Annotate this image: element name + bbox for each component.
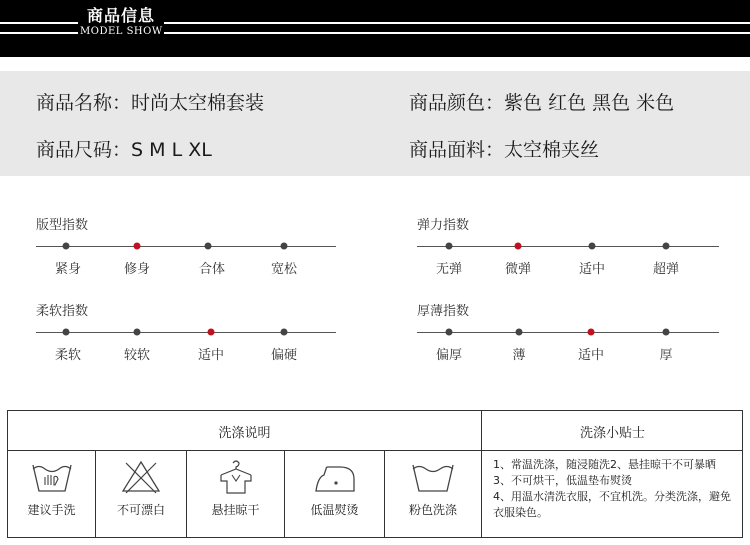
product-fabric-value: 太空棉夹丝 [504, 139, 600, 161]
wash-tips [493, 457, 738, 521]
product-size-value: S M L XL [131, 139, 212, 161]
wash-item-label: 不可漂白 [116, 503, 165, 517]
wash-item [285, 451, 384, 538]
low-iron-icon [285, 457, 384, 497]
wash-item [187, 451, 284, 538]
scale-label: 适中 [577, 348, 605, 363]
header-rule-left-top [0, 22, 78, 24]
scale-dot [515, 243, 522, 250]
scale-line [36, 246, 336, 247]
scale-dot [63, 329, 70, 336]
header-title-en: MODEL SHOW [80, 26, 163, 37]
scale-dot [281, 329, 288, 336]
scale-label: 柔软 [54, 348, 82, 363]
product-color-label: 商品颜色 [409, 92, 486, 114]
scale-label: 修身 [123, 262, 151, 277]
scale-label: 宽松 [270, 262, 298, 277]
wash-item [8, 451, 95, 538]
scale-line [417, 332, 719, 333]
scale-line [36, 332, 336, 333]
product-size [36, 135, 212, 162]
scale-dot [208, 329, 215, 336]
product-name-value: 时尚太空棉套装 [131, 92, 265, 114]
scale-dot [589, 243, 596, 250]
scale-title: 弹力指数 [417, 218, 470, 233]
colon: ： [485, 92, 505, 114]
header-rule-right-top [164, 22, 750, 24]
scale-label: 较软 [123, 348, 151, 363]
wash-item-label: 低温熨烫 [310, 503, 359, 517]
product-name-label: 商品名称 [36, 92, 113, 114]
header-rule-left-bottom [0, 32, 78, 34]
scale-label: 无弹 [435, 262, 463, 277]
colon: ： [112, 139, 132, 161]
scale-label: 偏硬 [270, 348, 298, 363]
header-title-cn: 商品信息 [87, 6, 156, 25]
scale-dot [663, 329, 670, 336]
wash-item [385, 451, 481, 538]
product-size-label: 商品尺码 [36, 139, 113, 161]
scale-label: 紧身 [54, 262, 82, 277]
scale-title: 版型指数 [36, 218, 89, 233]
scale-label: 超弹 [652, 262, 680, 277]
wash-tips-header: 洗涤小贴士 [579, 426, 645, 441]
wash-item-label: 粉色洗涤 [408, 503, 457, 517]
wash-item [96, 451, 186, 538]
scale-dot [134, 329, 141, 336]
scale-dot [446, 329, 453, 336]
wash-item-label: 悬挂晾干 [211, 503, 260, 517]
scale-dot [63, 243, 70, 250]
wash-table [7, 410, 743, 538]
product-color [409, 88, 674, 115]
scale-label: 适中 [197, 348, 225, 363]
scale-label: 薄 [512, 348, 526, 363]
product-fabric [409, 135, 599, 162]
scale-label: 微弹 [504, 262, 532, 277]
section-header [0, 0, 750, 57]
wash-tip: 4、用温水清洗衣服，不宜机洗。分类洗涤，避免衣服染色。 [493, 490, 731, 519]
product-info-panel [0, 71, 750, 176]
separate-wash-icon [385, 457, 481, 497]
colon: ： [485, 139, 505, 161]
wash-tip: 1、常温洗涤，随浸随洗2、悬挂晾干不可暴晒 [493, 458, 716, 471]
scale-dot [588, 329, 595, 336]
scale-label: 偏厚 [435, 348, 463, 363]
scale-dot [446, 243, 453, 250]
scale-label: 厚 [659, 348, 673, 363]
scale-title: 柔软指数 [36, 304, 89, 319]
hang-dry-icon [187, 457, 284, 497]
scale-dot [205, 243, 212, 250]
scale-title: 厚薄指数 [417, 304, 470, 319]
scale-dot [281, 243, 288, 250]
header-rule-right-bottom [164, 32, 750, 34]
scale-label: 适中 [578, 262, 606, 277]
product-color-value: 紫色 红色 黑色 米色 [504, 92, 675, 114]
scale-line [417, 246, 719, 247]
scale-dot [134, 243, 141, 250]
no-bleach-icon [96, 457, 186, 497]
wash-item-label: 建议手洗 [27, 503, 76, 517]
product-fabric-label: 商品面料 [409, 139, 486, 161]
scale-label: 合体 [198, 262, 226, 277]
product-name [36, 88, 264, 115]
colon: ： [112, 92, 132, 114]
scale-dot [516, 329, 523, 336]
scale-dot [663, 243, 670, 250]
hand-wash-icon [8, 457, 95, 497]
wash-tip: 3、不可烘干，低温垫布熨烫 [493, 474, 632, 487]
wash-instructions-header: 洗涤说明 [218, 426, 271, 441]
